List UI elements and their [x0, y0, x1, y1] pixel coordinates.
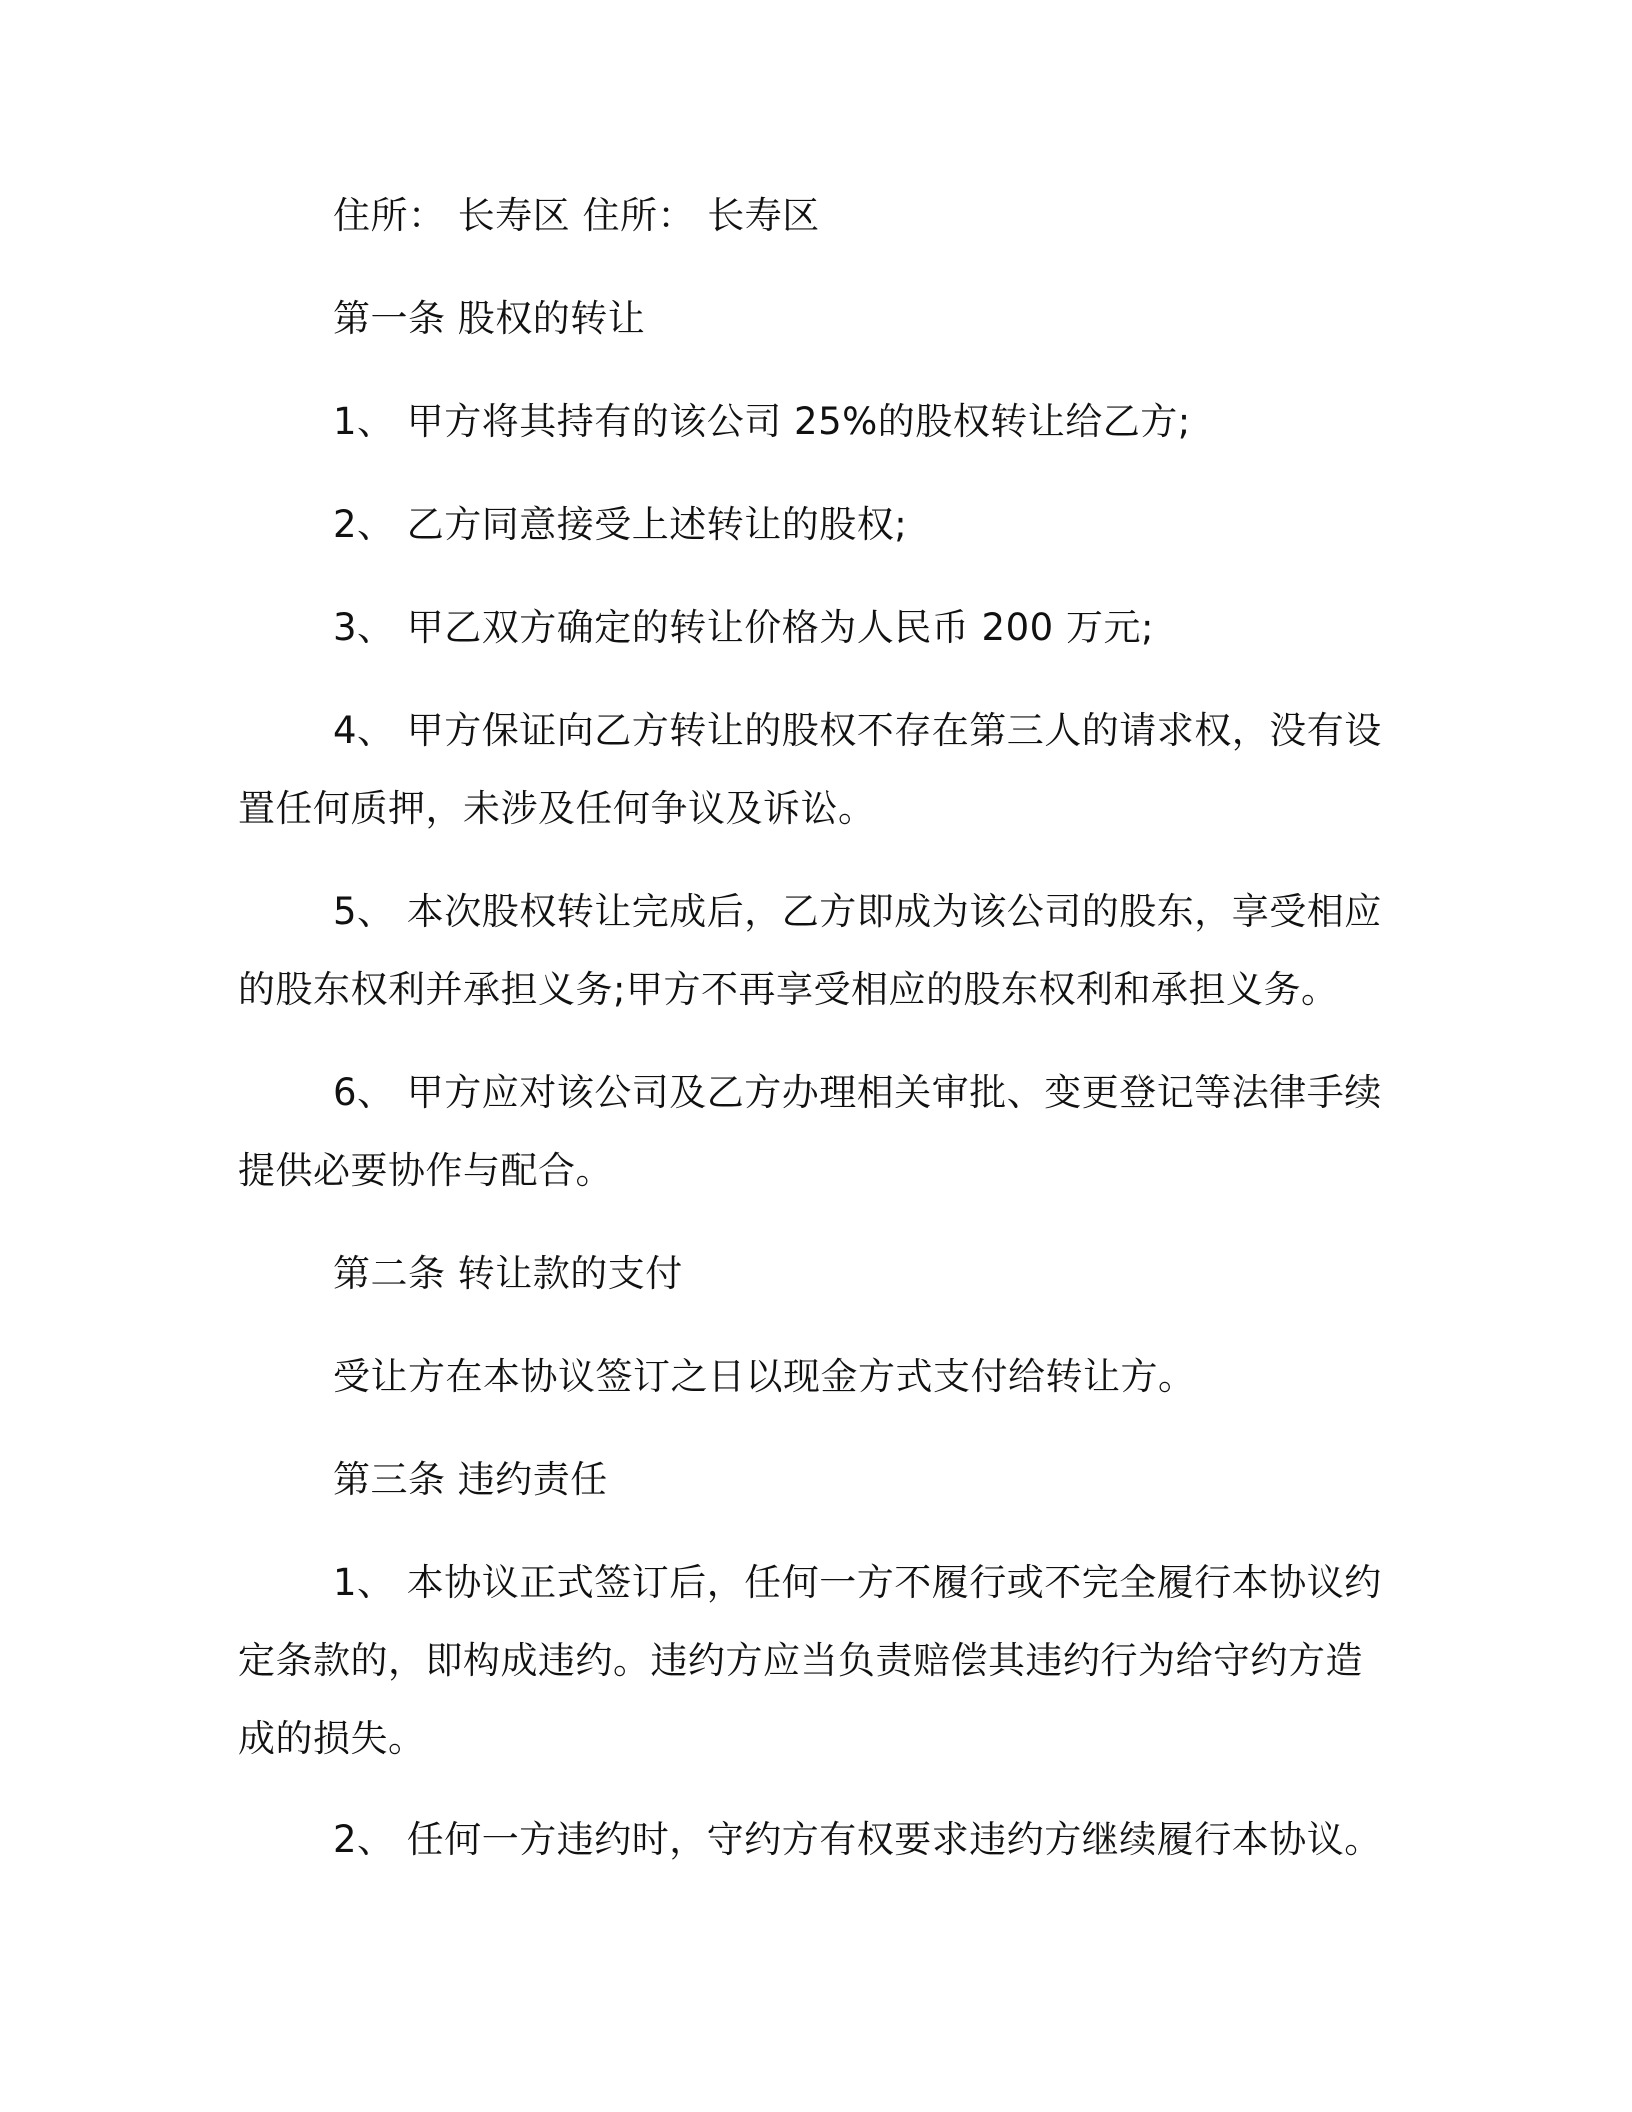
article-two-heading	[0, 1235, 1632, 1313]
address-line	[0, 177, 1632, 255]
article-one-clause-4	[0, 692, 1632, 848]
article-three-clause-2	[0, 1801, 1632, 1879]
text-line: 第一条 股权的转让	[333, 297, 646, 340]
text-line: 4、 甲方保证向乙方转让的股权不存在第三人的请求权，没有设	[333, 709, 1382, 752]
text-line: 提供必要协作与配合。	[238, 1149, 613, 1192]
text-line: 第三条 违约责任	[333, 1458, 608, 1501]
text-line: 5、 本次股权转让完成后，乙方即成为该公司的股东，享受相应	[333, 890, 1382, 933]
text-line: 1、 本协议正式签订后，任何一方不履行或不完全履行本协议约	[333, 1561, 1382, 1604]
text-line: 的股东权利并承担义务;甲方不再享受相应的股东权利和承担义务。	[238, 968, 1339, 1011]
text-line: 受让方在本协议签订之日以现金方式支付给转让方。	[333, 1355, 1196, 1398]
text-line: 置任何质押，未涉及任何争议及诉讼。	[238, 787, 876, 830]
article-one-clause-2	[0, 486, 1632, 564]
text-line: 定条款的，即构成违约。违约方应当负责赔偿其违约行为给守约方造	[238, 1639, 1363, 1682]
text-line: 第二条 转让款的支付	[333, 1252, 683, 1295]
article-three-clause-1	[0, 1544, 1632, 1778]
text-line: 3、 甲乙双方确定的转让价格为人民币 200 万元;	[333, 606, 1154, 649]
text-line: 住所： 长寿区 住所： 长寿区	[333, 194, 820, 237]
article-one-clause-1	[0, 383, 1632, 461]
text-line: 6、 甲方应对该公司及乙方办理相关审批、变更登记等法律手续	[333, 1071, 1382, 1114]
text-line: 成的损失。	[238, 1717, 426, 1760]
text-line: 2、 乙方同意接受上述转让的股权;	[333, 503, 908, 546]
text-line: 2、 任何一方违约时，守约方有权要求违约方继续履行本协议。	[333, 1818, 1382, 1861]
article-one-clause-6	[0, 1054, 1632, 1210]
article-one-clause-3	[0, 589, 1632, 667]
article-three-heading	[0, 1441, 1632, 1519]
article-two-body	[0, 1338, 1632, 1416]
article-one-clause-5	[0, 873, 1632, 1029]
article-one-heading	[0, 280, 1632, 358]
text-line: 1、 甲方将其持有的该公司 25%的股权转让给乙方;	[333, 400, 1191, 443]
